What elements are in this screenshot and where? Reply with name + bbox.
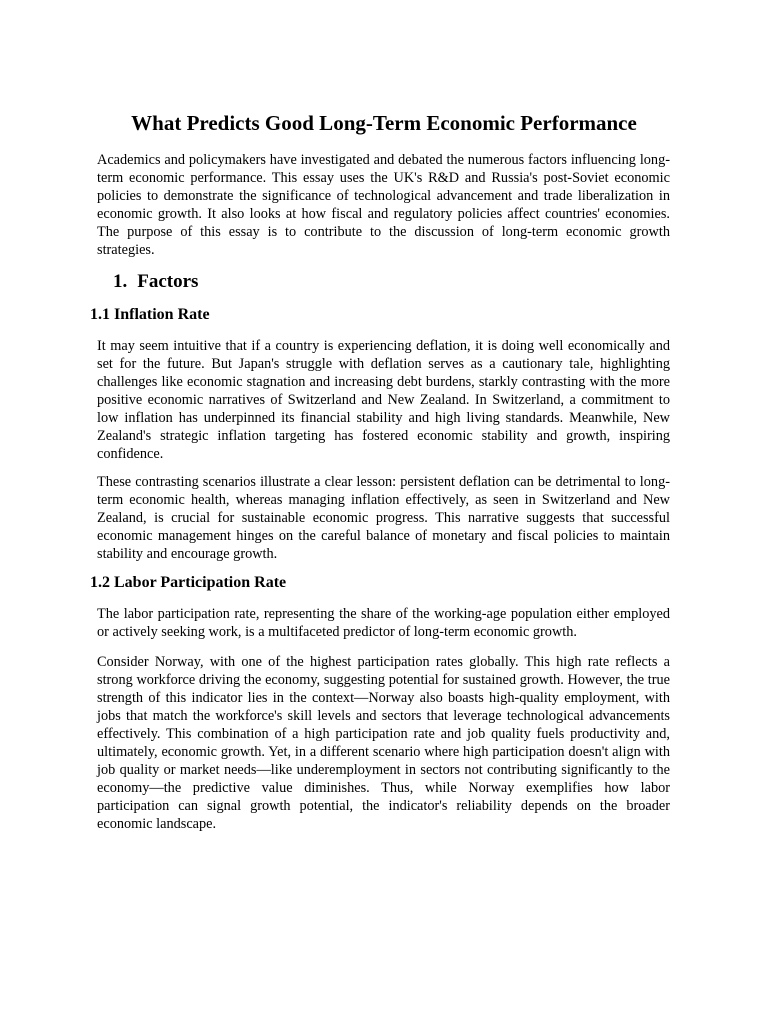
labor-paragraph-1: The labor participation rate, representing the share of the working-age population either employed or actively seeking work, is a multifaceted predictor of long-term economic growth.	[97, 606, 670, 640]
subsection-heading-inflation: 1.1 Inflation Rate	[90, 306, 210, 323]
section-number: 1.	[113, 271, 128, 292]
section-title: Factors	[137, 271, 199, 292]
inflation-paragraph-1: It may seem intuitive that if a country is experiencing deflation, it is doing well economically and set for the future. But Japan's struggle with deflation serves as a cautionary tale, highlighting challenges like economic stagnation and increasing debt burdens, starkly contrasting with the more positive economic narratives of Switzerland and New Zealand. In Switzerland, a commitment to low inflation has underpinned its financial stability and high living standards. Meanwhile, New Zealand's strategic inflation targeting has fostered economic stability and growth, inspiring confidence.	[97, 338, 670, 462]
section-heading-factors	[113, 270, 198, 294]
intro-paragraph: Academics and policymakers have investigated and debated the numerous factors influencing long-term economic performance. This essay uses the UK's R&D and Russia's post-Soviet economic policies to demonstrate the significance of technological advancement and trade liberalization in economic growth. It also looks at how fiscal and regulatory policies affect countries' economies. The purpose of this essay is to contribute to the discussion of long-term economic growth strategies.	[97, 152, 670, 258]
document-title: What Predicts Good Long-Term Economic Performance	[131, 111, 637, 135]
labor-paragraph-2: Consider Norway, with one of the highest participation rates globally. This high rate reflects a strong workforce driving the economy, suggesting potential for sustained growth. However, the true strength of this indicator lies in the context—Norway also boasts high-quality employment, with jobs that match the workforce's skill levels and sectors that leverage technological advancements effectively. This combination of a high participation rate and job quality fuels productivity and, ultimately, economic growth. Yet, in a different scenario where high participation doesn't align with job quality or market needs—like underemployment in sectors not contributing significantly to the economy—the predictive value diminishes. Thus, while Norway exemplifies how labor participation can signal growth potential, the indicator's reliability depends on the broader economic landscape.	[97, 654, 670, 832]
inflation-paragraph-2: These contrasting scenarios illustrate a clear lesson: persistent deflation can be detrimental to long-term economic health, whereas managing inflation effectively, as seen in Switzerland and New Zealand, is crucial for sustainable economic progress. This narrative suggests that successful economic management hinges on the careful balance of monetary and fiscal policies to maintain stability and encourage growth.	[97, 474, 670, 562]
subsection-heading-labor: 1.2 Labor Participation Rate	[90, 574, 287, 591]
